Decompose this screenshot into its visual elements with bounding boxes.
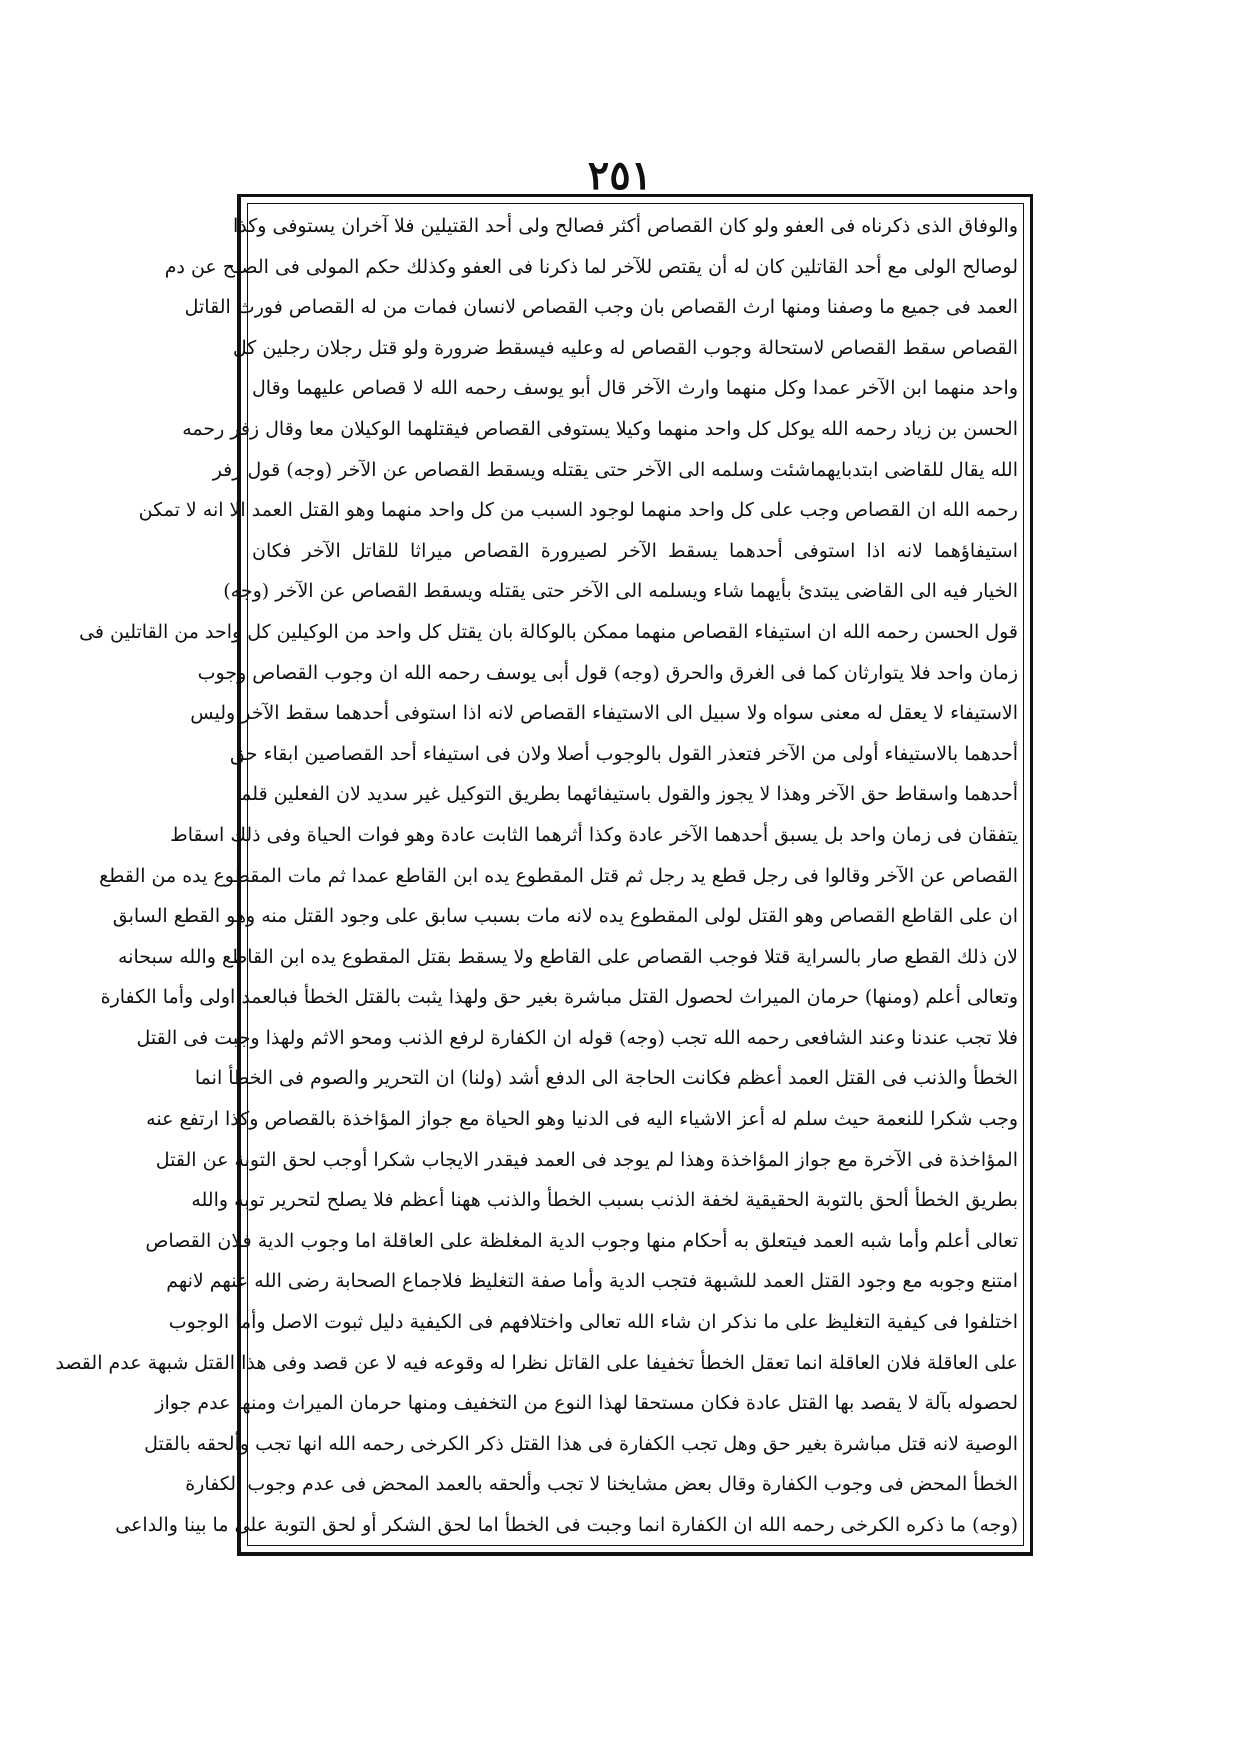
- text-line: الوصية لانه قتل مباشرة بغير حق وهل تجب الكفارة فى هذا القتل ذكر الكرخى رحمه الله انها تجب وألحقه بالقتل: [144, 1432, 1018, 1455]
- page-number: ٢٥١: [587, 152, 653, 199]
- text-line: قول الحسن رحمه الله ان استيفاء القصاص منهما ممكن بالوكالة بان يقتل كل واحد من الوكيلين كل واحد من القاتلين فى: [79, 620, 1018, 643]
- text-line: لحصوله بآلة لا يقصد بها القتل عادة فكان مستحقا لهذا النوع من التخفيف ومنها حرمان الميراث ومنها عدم جواز: [155, 1392, 1018, 1415]
- text-line: تعالى أعلم وأما شبه العمد فيتعلق به أحكام منها وجوب الدية المغلظة على العاقلة اما وجوب الدية فلان القصاص: [145, 1229, 1018, 1252]
- text-line: امتنع وجوبه مع وجود القتل العمد للشبهة فتجب الدية وأما صفة التغليظ فلاجماع الصحابة رضى الله عنهم لانهم: [166, 1270, 1018, 1293]
- text-line: الخيار فيه الى القاضى يبتدئ بأيهما شاء ويسلمه الى الآخر حتى يقتله ويسقط القصاص عن الآخر (وجه): [223, 580, 1018, 603]
- text-line: الخطأ والذنب فى القتل العمد أعظم فكانت الحاجة الى الدفع أشد (ولنا) ان التحرير والصوم فى الخطأ انما: [194, 1067, 1018, 1090]
- text-line: بطريق الخطأ ألحق بالتوبة الحقيقية لخفة الذنب بسبب الخطأ والذنب ههنا أعظم فلا يصلح لتحرير توبة والله: [191, 1189, 1018, 1212]
- text-line: (وجه) ما ذكره الكرخى رحمه الله ان الكفارة انما وجبت فى الخطأ اما لحق الشكر أو لحق التوبة على ما بينا والداعى: [115, 1514, 1018, 1536]
- text-line: يتفقان فى زمان واحد بل يسبق أحدهما الآخر عادة وكذا أثرهما الثابت عادة وهو فوات الحياة وفى ذلك اسقاط: [170, 823, 1018, 846]
- text-line: لان ذلك القطع صار بالسراية قتلا فوجب القصاص على القاطع ولا يسقط بقتل المقطوع يده ابن القاطع والله سبحانه: [118, 945, 1018, 968]
- text-line: أحدهما بالاستيفاء أولى من الآخر فتعذر القول بالوجوب أصلا ولان فى استيفاء أحد القصاصين ابقاء حق: [229, 742, 1018, 765]
- text-line: وجب شكرا للنعمة حيث سلم له أعز الاشياء اليه فى الدنيا وهو الحياة مع جواز المؤاخذة بالقصاص وكذا ارتفع عنه: [146, 1108, 1018, 1131]
- text-line: لوصالح الولى مع أحد القاتلين كان له أن يقتص للآخر لما ذكرنا فى العفو وكذلك حكم المولى فى الصلح عن دم: [164, 255, 1018, 278]
- text-line: القصاص سقط القصاص لاستحالة وجوب القصاص له وعليه فيسقط ضرورة ولو قتل رجلان رجلين كل: [232, 336, 1018, 359]
- text-line: زمان واحد فلا يتوارثان كما فى الغرق والحرق (وجه) قول أبى يوسف رحمه الله ان وجوب القصاص وجوب: [197, 661, 1018, 684]
- text-line: اختلفوا فى كيفية التغليظ على ما نذكر ان شاء الله تعالى واختلافهم فى الكيفية دليل ثبوت الاصل وأما الوجوب: [168, 1311, 1018, 1334]
- text-line: القصاص عن الآخر وقالوا فى رجل قطع يد رجل ثم قتل المقطوع يده ابن القاطع عمدا ثم مات المقطوع يده من القطع: [99, 864, 1018, 887]
- text-line: الحسن بن زياد رحمه الله يوكل كل واحد منهما وكيلا يستوفى القصاص فيقتلهما الوكيلان معا وقال زفر رحمه: [182, 417, 1018, 440]
- text-block: [55, 206, 1018, 1546]
- text-line: المؤاخذة فى الآخرة مع جواز المؤاخذة وهذا لم يوجد فى العمد فيقدر الايجاب شكرا أوجب لحق التوبة عن القتل: [155, 1148, 1018, 1171]
- text-line: فلا تجب عندنا وعند الشافعى رحمه الله تجب (وجه) قوله ان الكفارة لرفع الذنب ومحو الاثم ولهذا وجبت فى القتل: [136, 1026, 1018, 1049]
- text-line: والوفاق الذى ذكرناه فى العفو ولو كان القصاص أكثر فصالح ولى أحد القتيلين فلا آخران يستوفى وكذا: [232, 215, 1018, 237]
- text-line: واحد منهما ابن الآخر عمدا وكل منهما وارث الآخر قال أبو يوسف رحمه الله لا قصاص عليهما وقال: [252, 377, 1018, 400]
- text-line: وتعالى أعلم (ومنها) حرمان الميراث لحصول القتل مباشرة بغير حق ولهذا يثبت بالقتل الخطأ فبالعمد اولى وأما الكفارة: [100, 986, 1018, 1009]
- text-line: استيفاؤهما لانه اذا استوفى أحدهما يسقط الآخر لصيرورة القصاص ميراثا للقاتل الآخر فكان: [252, 539, 1018, 562]
- text-line: على العاقلة فلان العاقلة انما تعقل الخطأ تخفيفا على القاتل نظرا له وقوعه فيه لا عن قصد وفى هذا القتل شبهة عدم القصد: [55, 1351, 1018, 1374]
- text-line: ان على القاطع القصاص وهو القتل لولى المقطوع يده لانه مات بسبب سابق على وجود القتل منه وهو القطع السابق: [112, 905, 1018, 928]
- text-line: أحدهما واسقاط حق الآخر وهذا لا يجوز والقول باستيفائهما بطريق التوكيل غير سديد لان الفعلين قلما: [235, 783, 1018, 806]
- text-line: العمد فى جميع ما وصفنا ومنها ارث القصاص بان وجب القصاص لانسان فمات من له القصاص فورث القاتل: [184, 296, 1018, 319]
- text-line: الخطأ المحض فى وجوب الكفارة وقال بعض مشايخنا لا تجب وألحقه بالعمد المحض فى عدم وجوب الكفارة: [185, 1473, 1018, 1496]
- text-line: الله يقال للقاضى ابتدبايهماشئت وسلمه الى الآخر حتى يقتله ويسقط القصاص عن الآخر (وجه) قول زفر: [212, 458, 1018, 481]
- text-line: الاستيفاء لا يعقل له معنى سواه ولا سبيل الى الاستيفاء القصاص لانه اذا استوفى أحدهما سقط الآخر وليس: [190, 702, 1018, 725]
- text-line: رحمه الله ان القصاص وجب على كل واحد منهما لوجود السبب من كل واحد منهما وهو القتل العمد الا انه لا تمكن: [138, 499, 1018, 522]
